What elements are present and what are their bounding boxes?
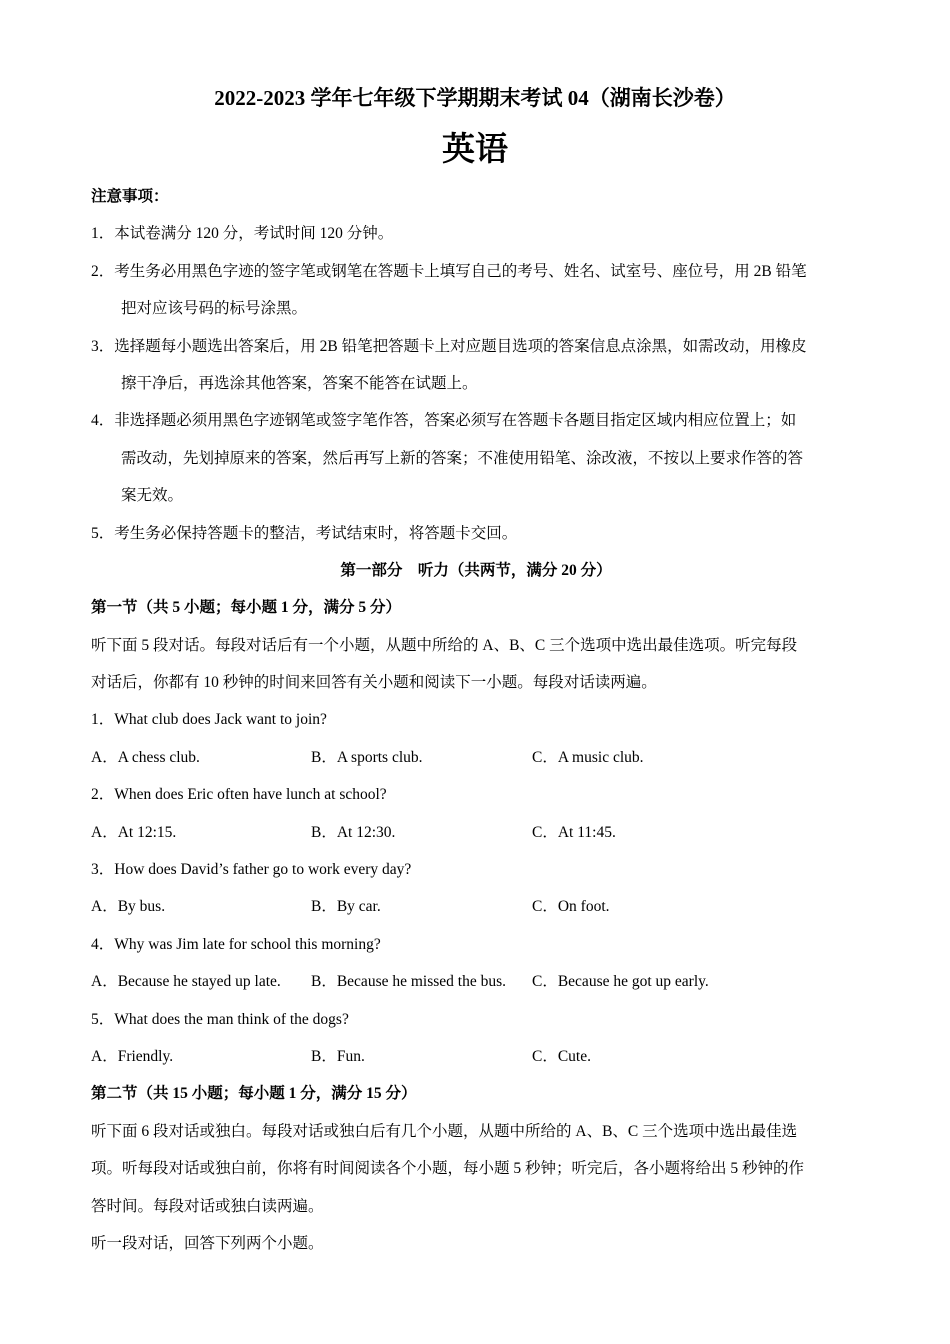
- option-c: C．At 11:45.: [532, 823, 616, 841]
- notice-item-4-line-3: 案无效。: [121, 487, 184, 505]
- question-5: 5．What does the man think of the dogs?: [91, 1010, 349, 1028]
- question-1: 1．What club does Jack want to join?: [91, 711, 327, 729]
- option-c: C．Cute.: [532, 1047, 591, 1065]
- option-a: A．Because he stayed up late.: [91, 973, 281, 991]
- question-3: 3．How does David’s father go to work every day?: [91, 861, 412, 879]
- option-c: C．A music club.: [532, 748, 644, 766]
- section-2-intro-line-1: 听下面 6 段对话或独白。每段对话或独白后有几个小题，从题中所给的 A、B、C 三个选项中选出最佳选: [91, 1122, 798, 1140]
- exam-title: 2022-2023 学年七年级下学期期末考试 04（湖南长沙卷）: [214, 86, 736, 110]
- option-b: B．Because he missed the bus.: [311, 973, 507, 991]
- question-4: 4．Why was Jim late for school this morning?: [91, 935, 381, 953]
- question-1-options: [91, 739, 861, 776]
- section-1-intro-line-2: 对话后，你都有 10 秒钟的时间来回答有关小题和阅读下一小题。每段对话读两遍。: [91, 674, 657, 692]
- section-1-heading: 第一节（共 5 小题；每小题 1 分，满分 5 分）: [91, 599, 402, 617]
- question-5-options: [91, 1038, 861, 1075]
- notice-item-3-line-2: 擦干净后，再选涂其他答案，答案不能答在试题上。: [121, 374, 478, 392]
- option-a: A．At 12:15.: [91, 823, 177, 841]
- notice-item-4-line-2: 需改动，先划掉原来的答案，然后再写上新的答案；不准使用铅笔、涂改液，不按以上要求作答的答: [121, 449, 804, 467]
- question-2-options: [91, 814, 861, 851]
- option-b: B．Fun.: [311, 1047, 365, 1065]
- notice-item-2-line-2: 把对应该号码的标号涂黑。: [121, 300, 308, 318]
- option-c: C．On foot.: [532, 898, 610, 916]
- section-2-prompt: 听一段对话，回答下列两个小题。: [91, 1234, 324, 1252]
- option-a: A．By bus.: [91, 898, 166, 916]
- option-a: A．A chess club.: [91, 748, 200, 766]
- question-3-options: [91, 888, 861, 925]
- notice-heading: 注意事项：: [91, 188, 169, 205]
- section-2-heading: 第二节（共 15 小题；每小题 1 分，满分 15 分）: [91, 1085, 417, 1103]
- question-2: 2．When does Eric often have lunch at school?: [91, 786, 387, 804]
- option-b: B．A sports club.: [311, 748, 423, 766]
- subject-title: 英语: [442, 129, 508, 168]
- notice-item-3-line-1: 3．选择题每小题选出答案后，用 2B 铅笔把答题卡上对应题目选项的答案信息点涂黑，如需改动，用橡皮: [91, 337, 807, 355]
- option-a: A．Friendly.: [91, 1047, 174, 1065]
- notice-item-5: 5．考生务必保持答题卡的整洁，考试结束时，将答题卡交回。: [91, 524, 518, 542]
- section-1-intro-line-1: 听下面 5 段对话。每段对话后有一个小题，从题中所给的 A、B、C 三个选项中选出最佳选项。听完每段: [91, 636, 798, 654]
- option-c: C．Because he got up early.: [532, 973, 709, 991]
- option-b: B．By car.: [311, 898, 381, 916]
- notice-item-2-line-1: 2．考生务必用黑色字迹的签字笔或钢笔在答题卡上填写自己的考号、姓名、试室号、座位号，用 2B 铅笔: [91, 262, 807, 280]
- notice-item-4-line-1: 4．非选择题必须用黑色字迹钢笔或签字笔作答，答案必须写在答题卡各题目指定区域内相应位置上；如: [91, 412, 797, 430]
- section-2-intro-line-2: 项。听每段对话或独白前，你将有时间阅读各个小题，每小题 5 秒钟；听完后，各小题将给出 5 秒钟的作: [91, 1160, 805, 1178]
- notice-item-1: 1．本试卷满分 120 分，考试时间 120 分钟。: [91, 225, 394, 243]
- question-4-options: [91, 963, 861, 1000]
- option-b: B．At 12:30.: [311, 823, 396, 841]
- exam-content: [91, 178, 861, 1262]
- part-1-heading: 第一部分 听力（共两节，满分 20 分）: [340, 561, 612, 579]
- section-2-intro-line-3: 答时间。每段对话或独白读两遍。: [91, 1197, 324, 1215]
